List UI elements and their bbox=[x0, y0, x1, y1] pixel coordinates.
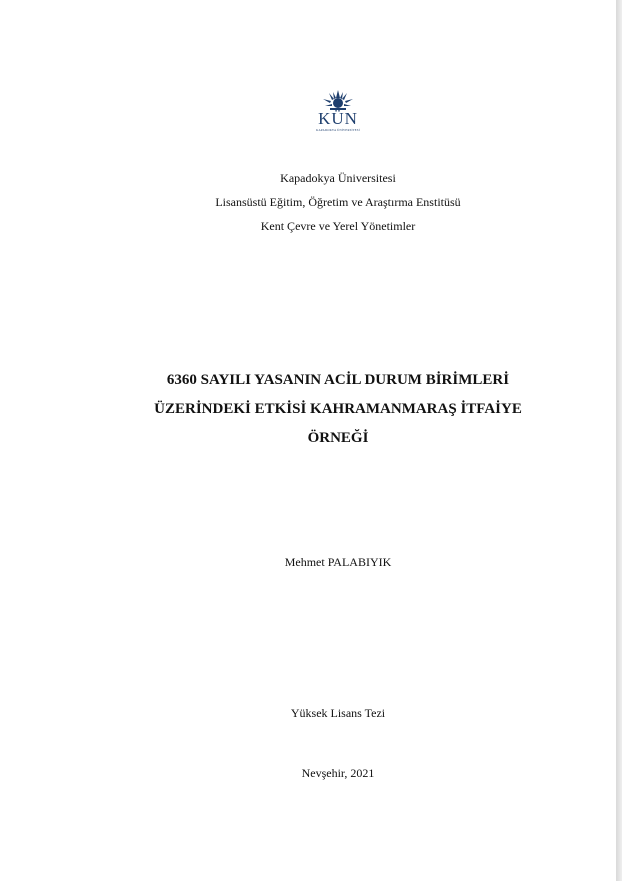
logo-subtext: KAPADOKYA ÜNİVERSİTESİ bbox=[316, 128, 360, 132]
thesis-type: Yüksek Lisans Tezi bbox=[290, 706, 386, 720]
thesis-title-line-3: ÖRNEĞİ bbox=[307, 430, 369, 446]
department-name: Kent Çevre ve Yerel Yönetimler bbox=[260, 219, 416, 233]
university-logo bbox=[312, 88, 364, 136]
place-and-date: Nevşehir, 2021 bbox=[301, 766, 375, 780]
page-edge-shadow bbox=[616, 0, 622, 881]
author-name: Mehmet PALABIYIK bbox=[284, 555, 392, 569]
university-name: Kapadokya Üniversitesi bbox=[280, 171, 396, 185]
logo-wordmark: KÜN bbox=[318, 109, 358, 128]
thesis-title-line-1: 6360 SAYILI YASANIN ACİL DURUM BİRİMLERİ bbox=[166, 372, 510, 388]
thesis-title-line-2: ÜZERİNDEKİ ETKİSİ KAHRAMANMARAŞ İTFAİYE bbox=[154, 401, 522, 417]
institute-name: Lisansüstü Eğitim, Öğretim ve Araştırma Enstitüsü bbox=[215, 195, 461, 209]
